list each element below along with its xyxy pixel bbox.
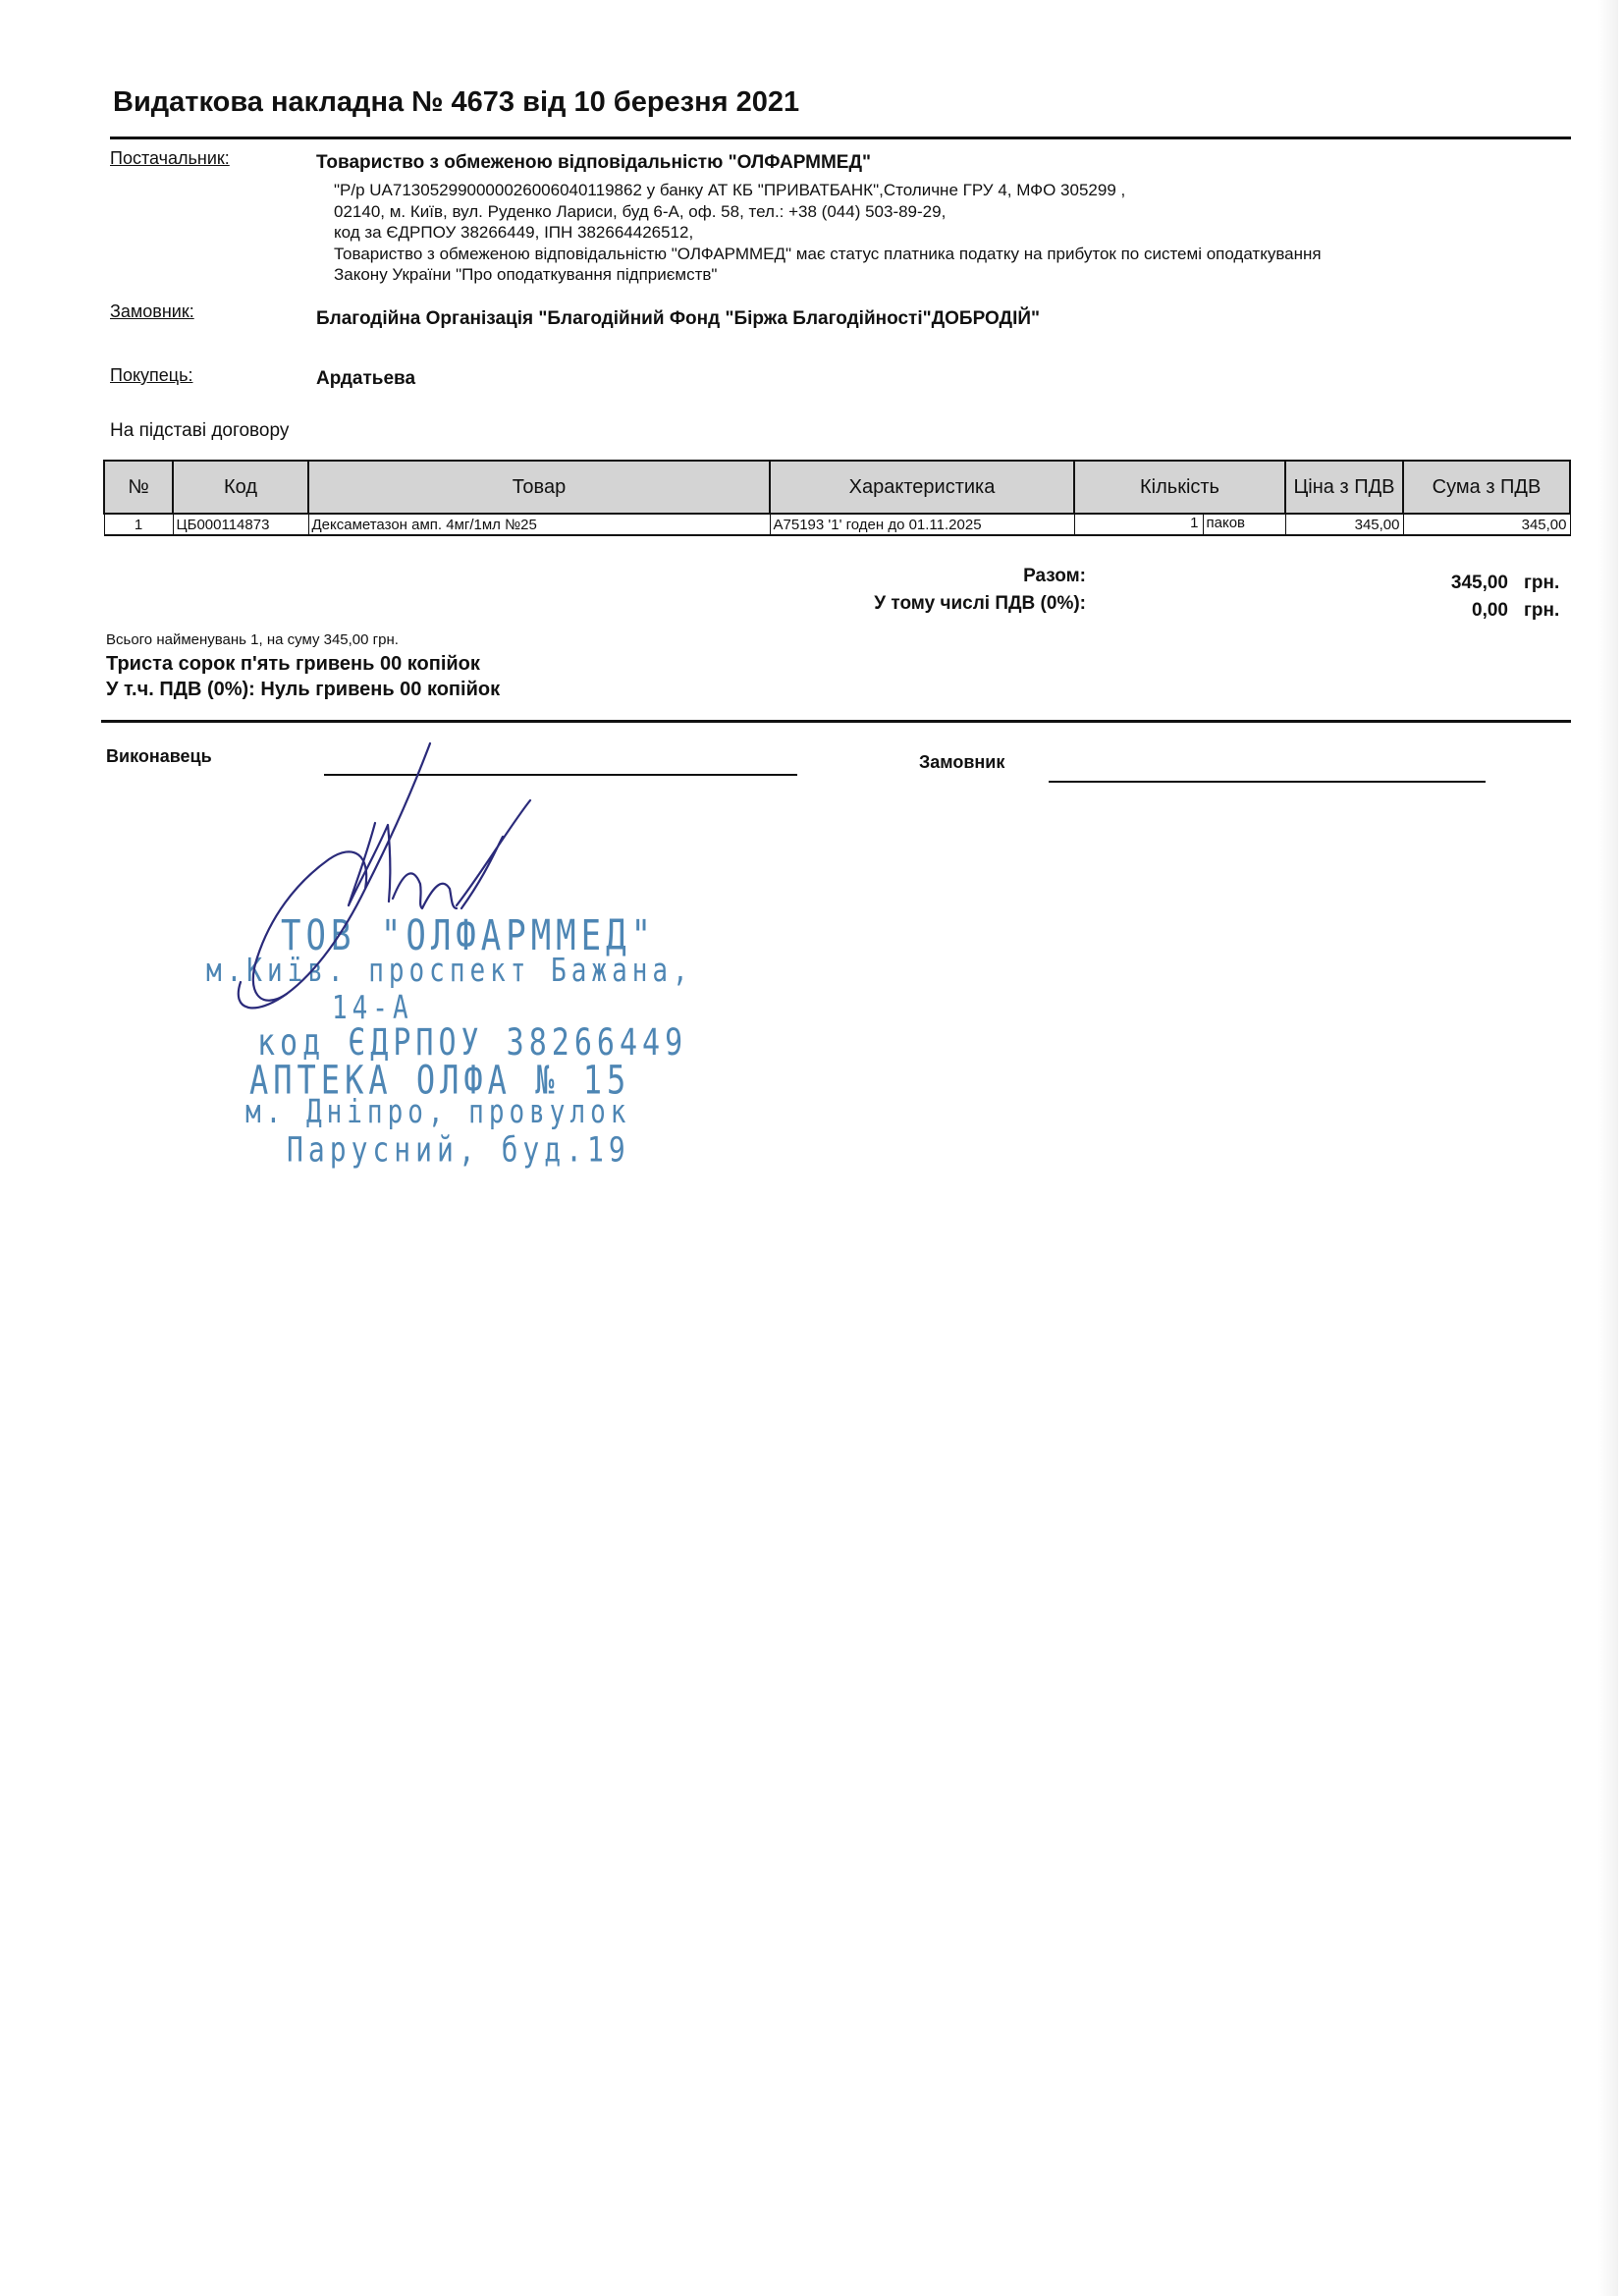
- amount-in-words: Триста сорок п'ять гривень 00 копійок: [106, 653, 480, 675]
- row-characteristic: А75193 '1' годен до 01.11.2025: [770, 514, 1074, 535]
- signature-stroke-tail: [457, 800, 530, 908]
- buyer-label: Покупець:: [110, 365, 193, 385]
- vat-in-words: У т.ч. ПДВ (0%): Нуль гривень 00 копійок: [106, 679, 501, 700]
- vat-currency: грн.: [1524, 600, 1560, 621]
- stamp-city-line: м.Київ. проспект Бажана,: [206, 953, 693, 990]
- document-title: Видаткова накладна № 4673 від 10 березня 2021: [113, 86, 800, 118]
- scan-edge-shadow: [1598, 0, 1618, 2296]
- signature-stroke-loop: [253, 743, 430, 1001]
- stamp-building-line: 14-А: [332, 990, 413, 1027]
- row-unit: паков: [1206, 515, 1246, 531]
- stamp-dnipro-line: м. Дніпро, провулок: [245, 1094, 631, 1131]
- vat-label: У тому числі ПДВ (0%):: [874, 593, 1086, 614]
- row-number: 1: [104, 514, 173, 535]
- col-header-characteristic: Характеристика: [770, 461, 1074, 514]
- total-currency: грн.: [1524, 573, 1560, 593]
- signature-stroke-flourish: [239, 982, 287, 1008]
- vat-value: 0,00: [1472, 600, 1508, 621]
- stamp-street-line: Парусний, буд.19: [287, 1129, 630, 1171]
- supplier-label: Постачальник:: [110, 148, 230, 168]
- stamp-pharmacy-line: АПТЕКА ОЛФА № 15: [249, 1057, 631, 1104]
- signature-stroke-m: [393, 873, 457, 908]
- supplier-tax-law-line: Закону України "Про оподаткування підприємств": [334, 265, 718, 284]
- col-header-code: Код: [173, 461, 308, 514]
- col-header-price: Ціна з ПДВ: [1285, 461, 1403, 514]
- executor-label: Виконавець: [106, 746, 212, 766]
- customer-name: Благодійна Організація "Благодійний Фонд "Біржа Благодійності"ДОБРОДІЙ": [316, 308, 1041, 329]
- row-code: ЦБ000114873: [173, 514, 308, 535]
- signature-stroke-a: [349, 823, 390, 905]
- supplier-name: Товариство з обмеженою відповідальністю "ОЛФАРММЕД": [316, 152, 872, 173]
- items-count-line: Всього найменувань 1, на суму 345,00 грн.: [106, 631, 399, 648]
- row-product: Дексаметазон амп. 4мг/1мл №25: [308, 514, 770, 535]
- stamp-company-line: ТОВ "ОЛФАРММЕД": [281, 911, 657, 960]
- contract-basis: На підставі договору: [110, 420, 290, 441]
- supplier-codes-line: код за ЄДРПОУ 38266449, ІПН 382664426512,: [334, 223, 694, 242]
- col-header-quantity: Кількість: [1074, 461, 1285, 514]
- supplier-address-line: 02140, м. Київ, вул. Руденко Лариси, буд 6-А, оф. 58, тел.: +38 (044) 503-89-29,: [334, 201, 947, 221]
- total-value: 345,00: [1450, 573, 1508, 593]
- row-price: 345,00: [1285, 514, 1403, 535]
- row-quantity: 1: [1075, 515, 1204, 534]
- col-header-product: Товар: [308, 461, 770, 514]
- supplier-bank-line: "Р/р UA713052990000026006040119862 у банку АТ КБ "ПРИВАТБАНК",Столичне ГРУ 4, МФО 305299 ,: [334, 181, 1126, 199]
- total-label: Разом:: [1023, 566, 1086, 586]
- supplier-tax-status-line: Товариство з обмеженою відповідальністю "ОЛФАРММЕД" має статус платника податку на прибуток по системі оподаткування: [334, 244, 1322, 263]
- stamp-code-line: код ЄДРПОУ 38266449: [257, 1021, 688, 1065]
- col-header-number: №: [104, 461, 173, 514]
- col-header-sum: Сума з ПДВ: [1403, 461, 1570, 514]
- customer-signature-label: Замовник: [919, 752, 1005, 772]
- row-sum: 345,00: [1403, 514, 1570, 535]
- buyer-name: Ардатьева: [316, 368, 416, 389]
- customer-label: Замовник:: [110, 301, 194, 321]
